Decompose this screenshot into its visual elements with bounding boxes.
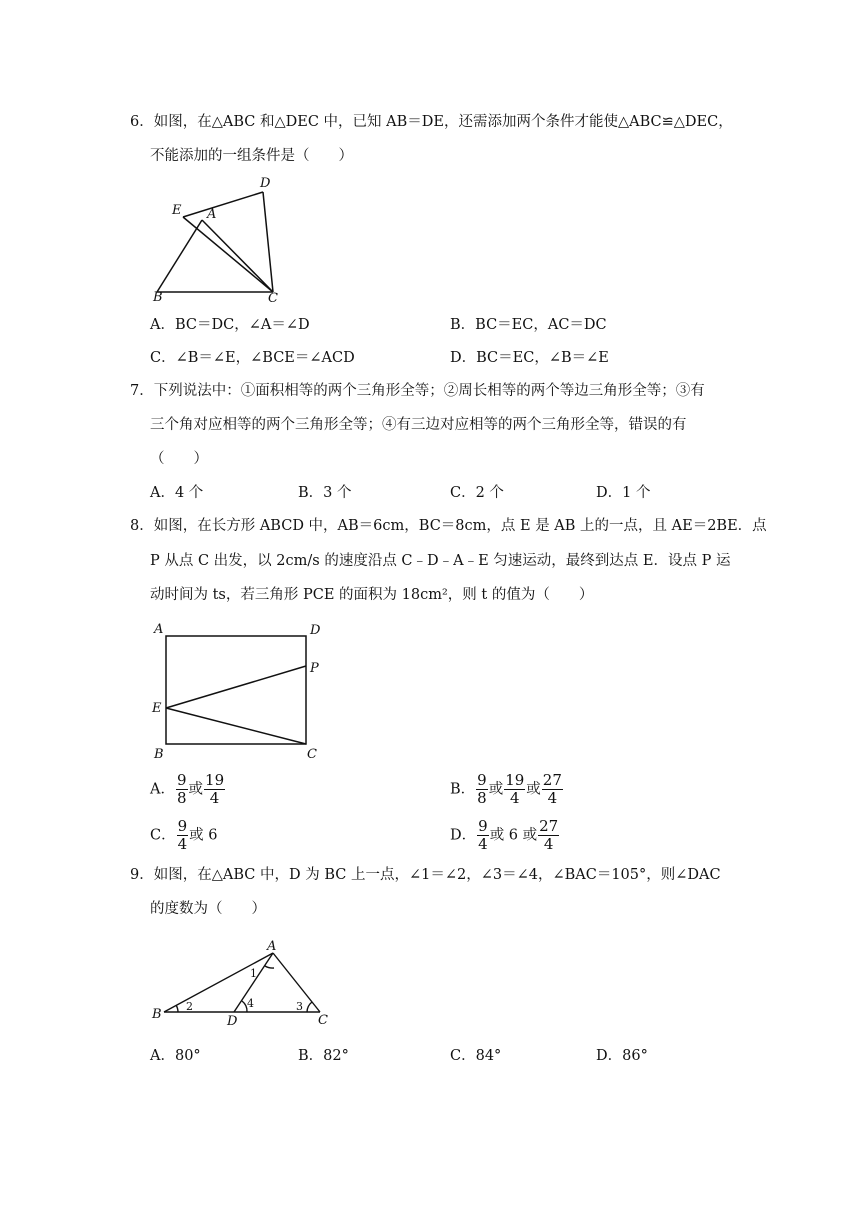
q9-label-C: C	[318, 1013, 328, 1028]
q9-angle-label-3: 3	[296, 1000, 303, 1013]
q9-label-D: D	[227, 1014, 238, 1029]
q8-option-a[interactable]: A． $\frac{9}{8}$ 或 $\frac{19}{4}$	[150, 771, 225, 807]
fraction: $\frac{19}{4}$	[505, 771, 525, 807]
q9-angle-label-2: 2	[186, 1000, 193, 1013]
q8-label-D: D	[310, 623, 321, 638]
q6-figure	[145, 172, 305, 307]
q8-option-b[interactable]: B． $\frac{9}{8}$ 或 $\frac{19}{4}$ 或 $\frac{27}{4}$	[450, 771, 562, 807]
q9-angle-label-4: 4	[247, 997, 254, 1010]
q9-figure	[150, 935, 340, 1030]
q8-label-B: B	[154, 747, 164, 762]
fraction: $\frac{19}{4}$	[205, 771, 225, 807]
q7-stem-line-2: 三个角对应相等的两个三角形全等；④有三边对应相等的两个三角形全等，错误的有	[150, 417, 687, 433]
q6-label-E: E	[172, 203, 182, 218]
q6-option-a[interactable]: A．BC＝DC，∠A＝∠D	[150, 317, 310, 333]
q9-option-a[interactable]: A．80°	[150, 1048, 201, 1064]
q6-option-c[interactable]: C．∠B＝∠E，∠BCE＝∠ACD	[150, 350, 355, 366]
q8-label-A: A	[154, 622, 164, 637]
fraction: $\frac{9}{4}$	[177, 817, 188, 853]
q6-option-d[interactable]: D．BC＝EC，∠B＝∠E	[450, 350, 609, 366]
q7-stem-line-3: （ ）	[150, 451, 208, 467]
q9-label-A: A	[267, 939, 277, 954]
q6-option-b[interactable]: B．BC＝EC，AC＝DC	[450, 317, 607, 333]
q9-option-d[interactable]: D．86°	[596, 1048, 648, 1064]
q8-stem-line-2: P 从点 C 出发，以 2cm/s 的速度沿点 C﹣D﹣A﹣E 匀速运动，最终到达点 E．设点 P 运	[150, 553, 731, 569]
q9-stem-line-1: 9．如图，在△ABC 中，D 为 BC 上一点，∠1＝∠2，∠3＝∠4，∠BAC＝105°，则∠DAC	[130, 867, 721, 883]
q8-label-P: P	[310, 661, 319, 676]
q8-figure	[150, 620, 330, 765]
q6-label-B: B	[153, 290, 163, 305]
q7-option-a[interactable]: A．4 个	[150, 485, 204, 501]
fraction: $\frac{9}{4}$	[478, 817, 488, 853]
q8-option-c[interactable]: C． $\frac{9}{4}$ 或 6	[150, 817, 218, 853]
q6-label-C: C	[268, 291, 278, 306]
q6-stem-line-1: 6．如图，在△ABC 和△DEC 中，已知 AB＝DE，还需添加两个条件才能使△ABC≌△DEC，	[130, 114, 733, 130]
q8-stem-line-3: 动时间为 ts，若三角形 PCE 的面积为 18cm²，则 t 的值为（ ）	[150, 587, 594, 603]
q7-option-d[interactable]: D．1 个	[596, 485, 651, 501]
q9-option-b[interactable]: B．82°	[298, 1048, 349, 1064]
fraction: $\frac{27}{4}$	[542, 771, 562, 807]
q6-stem-line-2: 不能添加的一组条件是（ ）	[150, 148, 353, 164]
fraction: $\frac{9}{8}$	[176, 771, 187, 807]
q8-label-C: C	[307, 747, 317, 762]
q9-label-B: B	[152, 1007, 162, 1022]
q7-stem-line-1: 7．下列说法中：①面积相等的两个三角形全等；②周长相等的两个等边三角形全等；③有	[130, 383, 705, 399]
q6-label-A: A	[207, 207, 217, 222]
q8-stem-line-1: 8．如图，在长方形 ABCD 中，AB＝6cm，BC＝8cm，点 E 是 AB 上的一点，且 AE＝2BE．点	[130, 518, 767, 534]
q9-stem-line-2: 的度数为（ ）	[150, 901, 266, 917]
q8-label-E: E	[152, 701, 162, 716]
q7-option-c[interactable]: C．2 个	[450, 485, 504, 501]
q9-option-c[interactable]: C．84°	[450, 1048, 502, 1064]
q7-option-b[interactable]: B．3 个	[298, 485, 352, 501]
fraction: $\frac{9}{8}$	[477, 771, 487, 807]
q9-angle-label-1: 1	[250, 967, 257, 980]
fraction: $\frac{27}{4}$	[539, 817, 559, 853]
q6-label-D: D	[260, 176, 271, 191]
q8-option-d[interactable]: D． $\frac{9}{4}$ 或 6 或 $\frac{27}{4}$	[450, 817, 559, 853]
